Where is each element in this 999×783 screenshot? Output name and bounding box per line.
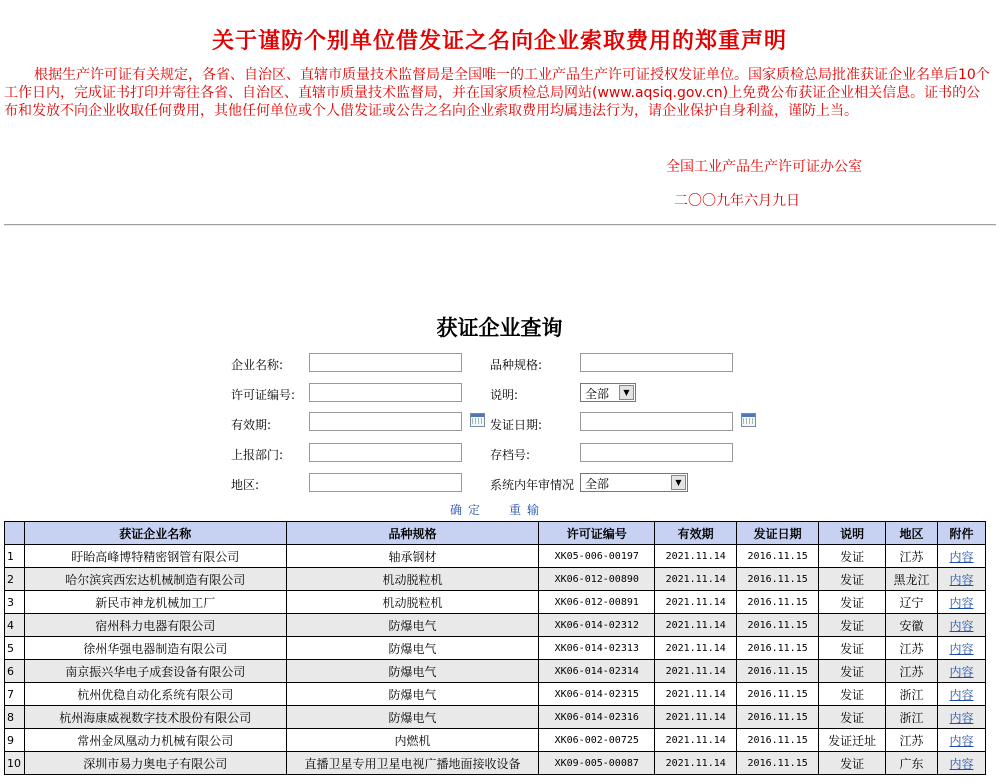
query-title: 获证企业查询 [436,315,563,340]
attachment-link[interactable]: 内容 [937,545,985,568]
company-name: 新民市神龙机械加工厂 [24,591,286,614]
row-index: 2 [5,568,25,591]
region: 广东 [886,752,938,775]
license-input[interactable] [309,383,462,402]
license-number: XK06-014-02315 [539,683,655,706]
attachment-link[interactable]: 内容 [937,752,985,775]
issue-date-input[interactable] [580,412,733,431]
license-label: 许可证编号: [231,388,296,402]
category: 轴承钢材 [286,545,539,568]
issue-date: 2016.11.15 [737,683,819,706]
region: 江苏 [886,637,938,660]
table-row [5,591,986,614]
category: 防爆电气 [286,706,539,729]
validity: 2021.11.14 [655,545,737,568]
license-number: XK06-014-02313 [539,637,655,660]
attachment-link[interactable]: 内容 [937,614,985,637]
row-index: 8 [5,706,25,729]
reset-button[interactable]: 重输 [509,503,546,517]
table-row [5,568,986,591]
annual-label: 系统内年审情况 [490,478,575,492]
license-number: XK06-014-02314 [539,660,655,683]
table-row [5,752,986,775]
category: 防爆电气 [286,683,539,706]
col-header-validity: 有效期 [655,522,737,545]
table-row [5,683,986,706]
validity-label: 有效期: [231,418,272,432]
region: 江苏 [886,660,938,683]
company-name: 深圳市易力奥电子有限公司 [24,752,286,775]
issue-date: 2016.11.15 [737,729,819,752]
region-input[interactable] [309,473,462,492]
company-name: 杭州海康威视数字技术股份有限公司 [24,706,286,729]
validity: 2021.11.14 [655,706,737,729]
company-name: 杭州优稳自动化系统有限公司 [24,683,286,706]
row-index: 1 [5,545,25,568]
notice-body: 根据生产许可证有关规定，各省、自治区、直辖市质量技术监督局是全国唯一的工业产品生产许可证授权发证单位。国家质检总局批准获证企业名单后10个工作日内，完成证书打印并寄往各省、自治区、直辖市质量技术监督局，并在国家质检总局网站(www.aqsiq.gov.cn)上免费公布获证企业相关信息。证书的公布和发放不向企业收取任何费用，其他任何单位或个人借发证或公告之名向企业索取费用均属违法行为，请企业保护自身利益，谨防上当。 [4,67,990,119]
archive-input[interactable] [580,443,733,462]
note: 发证 [819,683,886,706]
validity: 2021.11.14 [655,568,737,591]
note: 发证 [819,591,886,614]
category: 机动脱粒机 [286,591,539,614]
validity-input[interactable] [309,412,462,431]
note: 发证 [819,660,886,683]
annual-select-value: 全部 [585,477,610,491]
note: 发证 [819,545,886,568]
confirm-button[interactable]: 确定 [450,503,487,517]
issue-date: 2016.11.15 [737,568,819,591]
note: 发证 [819,637,886,660]
company-name: 盱眙高峰博特精密钢管有限公司 [24,545,286,568]
col-header-region: 地区 [886,522,938,545]
issue-date: 2016.11.15 [737,545,819,568]
validity: 2021.11.14 [655,729,737,752]
issue-date-label: 发证日期: [490,418,543,432]
validity: 2021.11.14 [655,660,737,683]
col-header-company: 获证企业名称 [24,522,286,545]
notice-office: 全国工业产品生产许可证办公室 [666,159,862,175]
col-header-attachment: 附件 [937,522,985,545]
col-header-license: 许可证编号 [539,522,655,545]
issue-date: 2016.11.15 [737,660,819,683]
category: 防爆电气 [286,637,539,660]
validity: 2021.11.14 [655,614,737,637]
table-row [5,545,986,568]
category: 机动脱粒机 [286,568,539,591]
notice-date: 二〇〇九年六月九日 [674,193,800,209]
category: 内燃机 [286,729,539,752]
row-index: 3 [5,591,25,614]
row-index: 6 [5,660,25,683]
license-number: XK06-012-00891 [539,591,655,614]
region: 浙江 [886,683,938,706]
region: 黑龙江 [886,568,938,591]
validity: 2021.11.14 [655,637,737,660]
row-index: 7 [5,683,25,706]
company-name: 南京振兴华电子成套设备有限公司 [24,660,286,683]
region: 辽宁 [886,591,938,614]
issue-date: 2016.11.15 [737,706,819,729]
col-header-note: 说明 [819,522,886,545]
archive-label: 存档号: [490,448,531,462]
region: 浙江 [886,706,938,729]
company-input[interactable] [309,353,462,372]
attachment-link[interactable]: 内容 [937,729,985,752]
region: 江苏 [886,545,938,568]
issue-date: 2016.11.15 [737,637,819,660]
company-name: 哈尔滨宾西宏达机械制造有限公司 [24,568,286,591]
note-select-value: 全部 [585,387,610,401]
category: 防爆电气 [286,614,539,637]
company-label: 企业名称: [231,358,284,372]
table-row [5,660,986,683]
note: 发证 [819,706,886,729]
company-name: 徐州华强电器制造有限公司 [24,637,286,660]
attachment-link[interactable]: 内容 [937,660,985,683]
issue-date: 2016.11.15 [737,614,819,637]
table-row [5,637,986,660]
region: 江苏 [886,729,938,752]
note-label: 说明: [490,388,519,402]
note-select[interactable] [580,383,636,402]
attachment-link[interactable]: 内容 [937,683,985,706]
dropdown-arrow-icon: ▼ [619,385,634,400]
attachment-link[interactable]: 内容 [937,568,985,591]
col-header-issue-date: 发证日期 [737,522,819,545]
category-label: 品种规格: [490,358,543,372]
table-row [5,729,986,752]
dept-label: 上报部门: [231,448,284,462]
validity: 2021.11.14 [655,683,737,706]
license-number: XK09-005-00087 [539,752,655,775]
license-number: XK06-002-00725 [539,729,655,752]
table-row [5,706,986,729]
company-name: 宿州科力电器有限公司 [24,614,286,637]
license-number: XK05-006-00197 [539,545,655,568]
attachment-link[interactable]: 内容 [937,591,985,614]
col-header-category: 品种规格 [286,522,539,545]
attachment-link[interactable]: 内容 [937,637,985,660]
results-table [4,521,986,775]
license-number: XK06-014-02312 [539,614,655,637]
calendar-icon[interactable] [741,413,756,427]
dropdown-arrow-icon: ▼ [671,475,686,490]
validity: 2021.11.14 [655,591,737,614]
issue-date: 2016.11.15 [737,752,819,775]
note: 发证 [819,568,886,591]
calendar-icon[interactable] [470,413,485,427]
region-label: 地区: [231,478,260,492]
note: 发证 [819,614,886,637]
row-index: 5 [5,637,25,660]
category: 直播卫星专用卫星电视广播地面接收设备 [286,752,539,775]
license-number: XK06-014-02316 [539,706,655,729]
license-number: XK06-012-00890 [539,568,655,591]
notice-title: 关于谨防个别单位借发证之名向企业索取费用的郑重声明 [211,28,787,54]
validity: 2021.11.14 [655,752,737,775]
row-index: 4 [5,614,25,637]
attachment-link[interactable]: 内容 [937,706,985,729]
dept-input[interactable] [309,443,462,462]
annual-select[interactable] [580,473,688,492]
col-header-index [5,522,25,545]
note: 发证 [819,752,886,775]
company-name: 常州金凤凰动力机械有限公司 [24,729,286,752]
row-index: 9 [5,729,25,752]
category: 防爆电气 [286,660,539,683]
row-index: 10 [5,752,25,775]
category-input[interactable] [580,353,733,372]
note: 发证迁址 [819,729,886,752]
table-row [5,614,986,637]
issue-date: 2016.11.15 [737,591,819,614]
table-header-row [5,522,986,545]
region: 安徽 [886,614,938,637]
divider [4,224,996,226]
